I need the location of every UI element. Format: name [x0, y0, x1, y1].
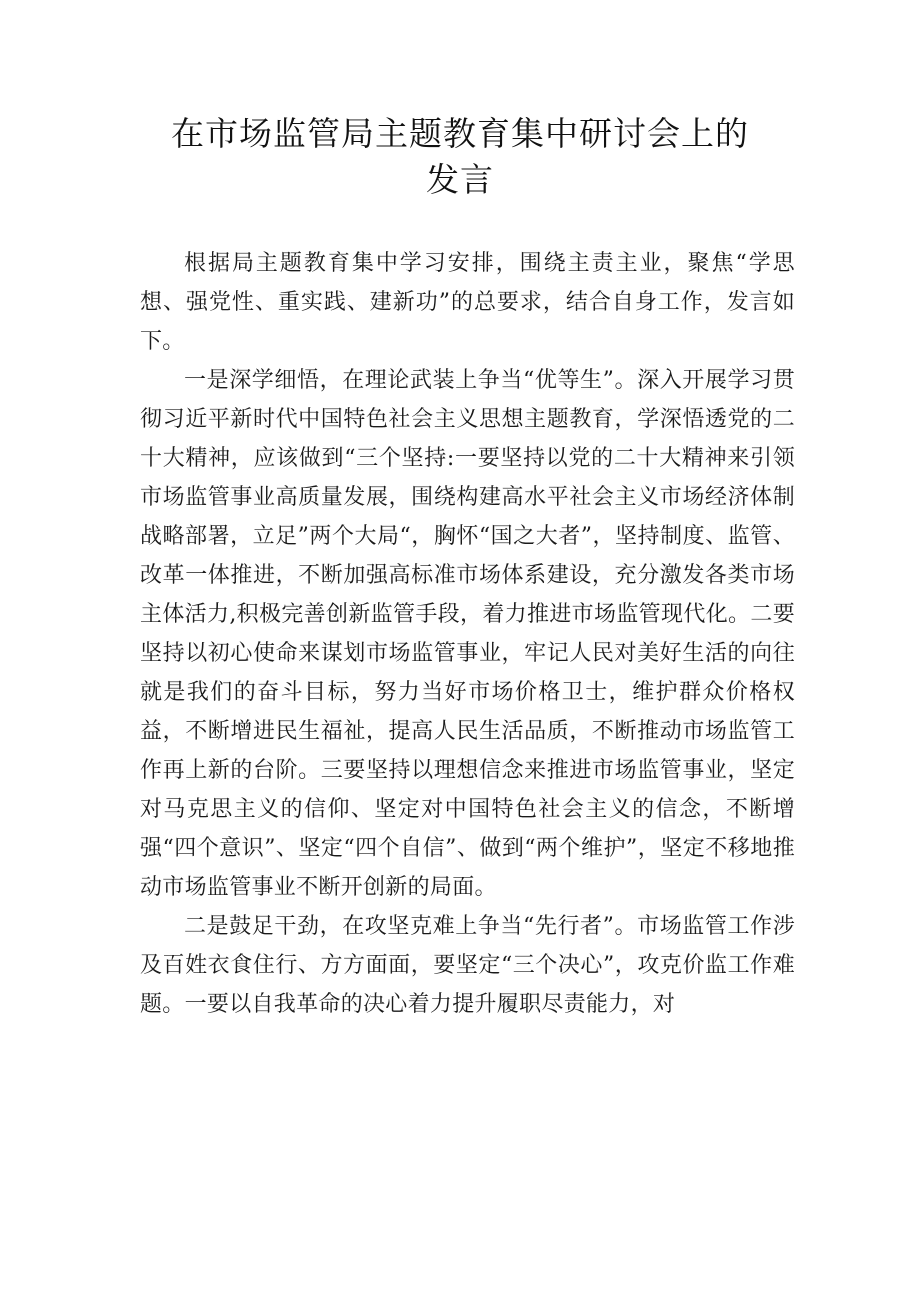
title-line-1: 在市场监管局主题教育集中研讨会上的 [171, 114, 749, 153]
document-title [0, 111, 920, 203]
paragraph-point-two: 二是鼓足干劲，在攻坚克难上争当“先行者”。市场监管工作涉及百姓衣食住行、方方面面，要坚定“三个决心”，攻克价监工作难题。一要以自我革命的决心着力提升履职尽责能力，对 [140, 914, 795, 1017]
paragraph-intro: 根据局主题教育集中学习安排，围绕主责主业，聚焦“学思想、强党性、重实践、建新功”的总要求，结合自身工作，发言如下。 [140, 251, 795, 354]
document-body [140, 244, 795, 1024]
title-line-2: 发言 [426, 160, 494, 199]
paragraph-point-one: 一是深学细悟，在理论武装上争当“优等生”。深入开展学习贯彻习近平新时代中国特色社会主义思想主题教育，学深悟透党的二十大精神，应该做到“三个坚持:一要坚持以党的二十大精神来引领市场监管事业高质量发展，围绕构建高水平社会主义市场经济体制战略部署，立足”两个大局“，胸怀“国之大者”，坚持制度、监管、改革一体推进，不断加强高标准市场体系建设，充分激发各类市场主体活力,积极完善创新监管手段，着力推进市场监管现代化。二要坚持以初心使命来谋划市场监管事业，牢记人民对美好生活的向往就是我们的奋斗目标，努力当好市场价格卫士，维护群众价格权益，不断增进民生福祉，提高人民生活品质，不断推动市场监管工作再上新的台阶。三要坚持以理想信念来推进市场监管事业，坚定对马克思主义的信仰、坚定对中国特色社会主义的信念，不断增强“四个意识”、坚定“四个自信”、做到“两个维护”，坚定不移地推动市场监管事业不断开创新的局面。 [140, 368, 795, 900]
